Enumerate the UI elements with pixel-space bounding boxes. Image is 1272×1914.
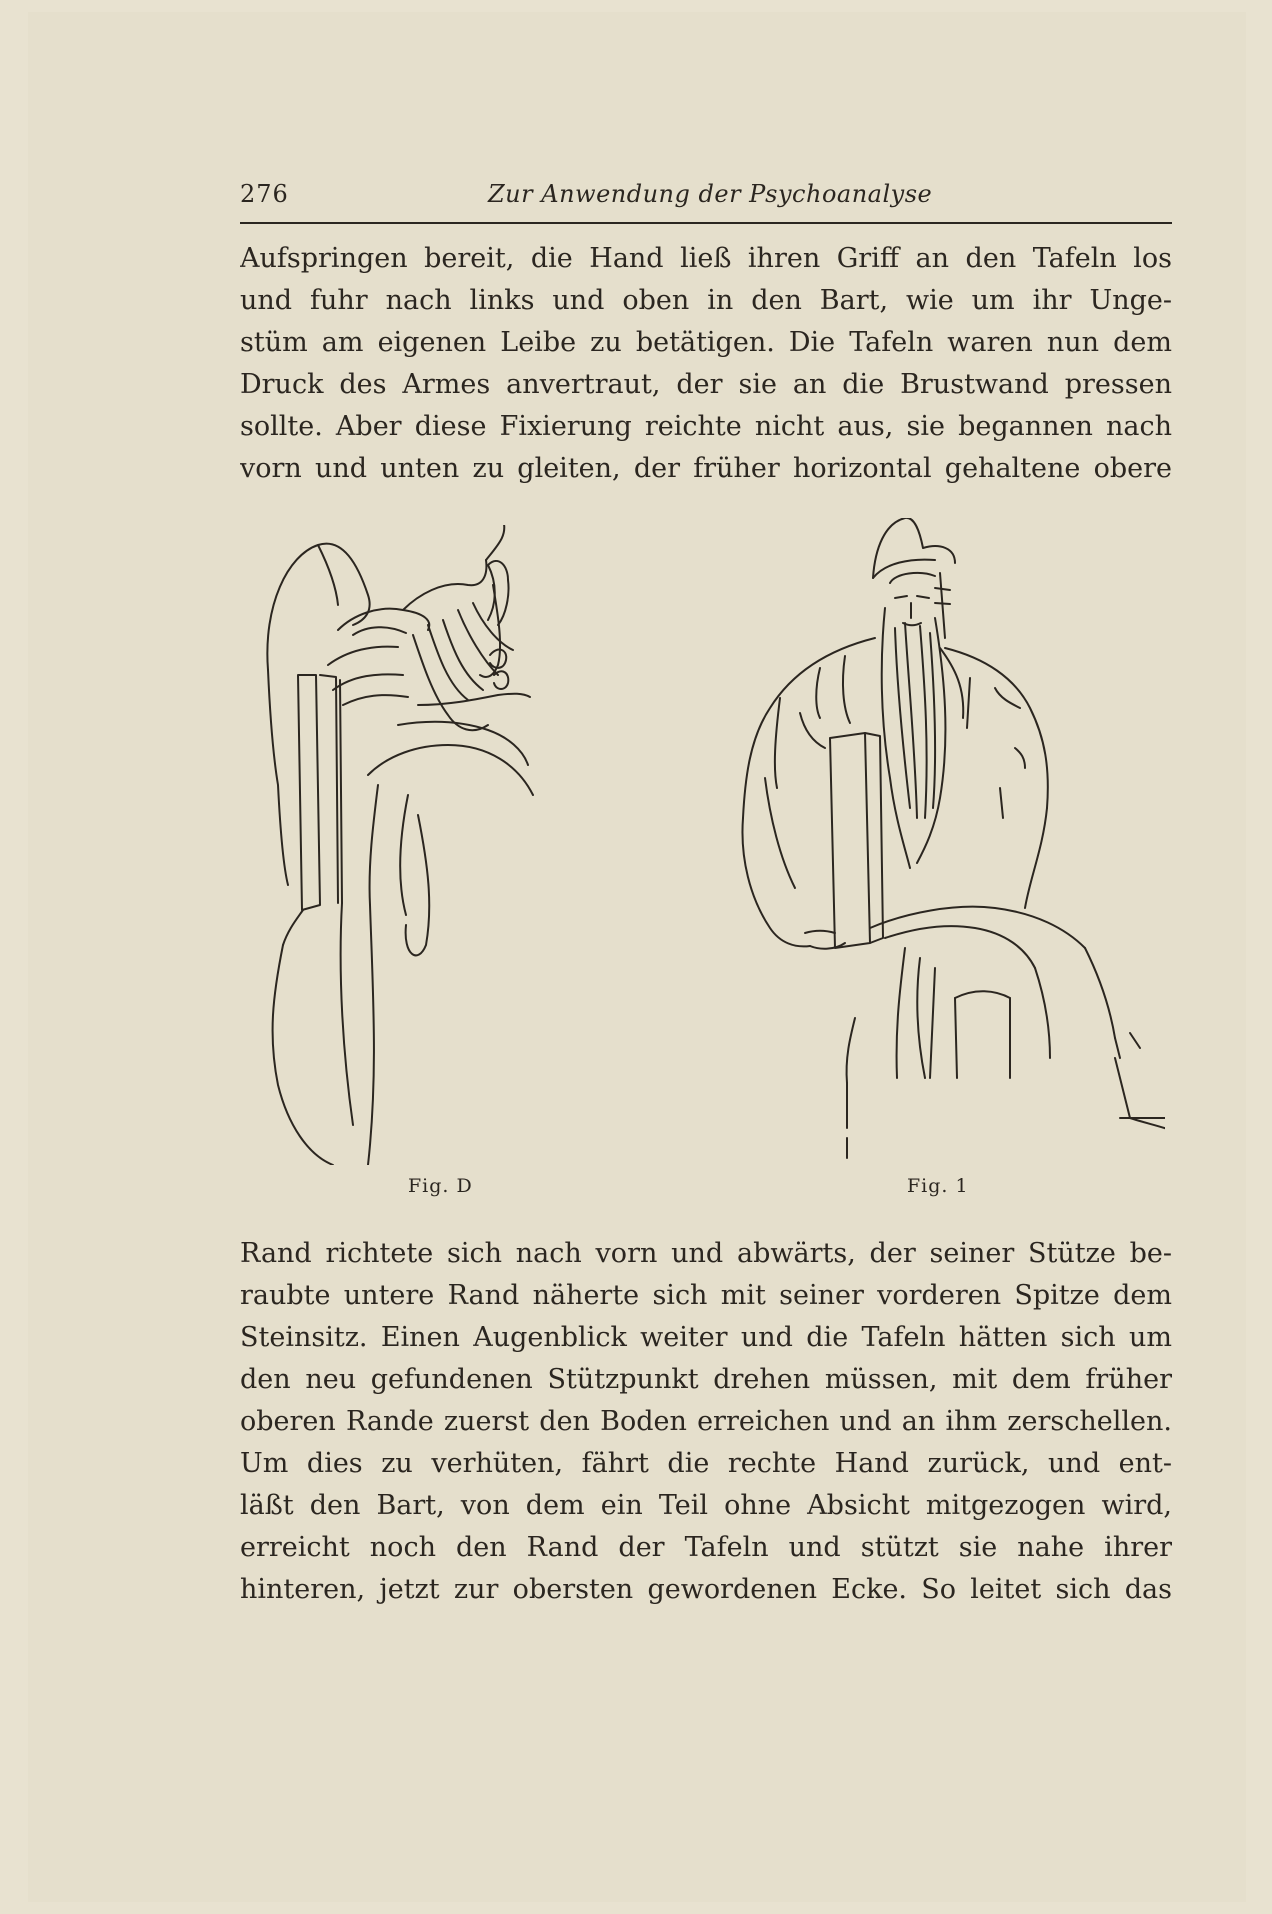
text-line: Druck des Armes anvertraut, der sie an die Brustwand pressen: [240, 369, 1172, 400]
running-title: Zur Anwendung der Psychoanalyse: [488, 180, 933, 208]
text-line: Um dies zu verhüten, fährt die rechte Hand zurück, und ent-: [240, 1448, 1172, 1479]
text-line: vorn und unten zu gleiten, der früher horizontal gehaltene obere: [240, 453, 1172, 484]
text-line: Rand richtete sich nach vorn und abwärts, der seiner Stütze be-: [240, 1238, 1172, 1269]
text-line: hinteren, jetzt zur obersten gewordenen Ecke. So leitet sich das: [240, 1574, 1172, 1605]
text-line: läßt den Bart, von dem ein Teil ohne Absicht mitgezogen wird,: [240, 1490, 1172, 1521]
text-line: oberen Rande zuerst den Boden erreichen und an ihm zerschellen.: [240, 1406, 1172, 1437]
text-line: sollte. Aber diese Fixierung reichte nicht aus, sie begannen nach: [240, 411, 1172, 442]
text-line: Aufspringen bereit, die Hand ließ ihren Griff an den Tafeln los: [240, 243, 1172, 274]
running-header: [240, 178, 1172, 224]
text-line: Steinsitz. Einen Augenblick weiter und die Tafeln hätten sich um: [240, 1322, 1172, 1353]
page-number: 276: [240, 180, 289, 208]
figure-d-caption: Fig. D: [408, 1175, 473, 1197]
text-line: erreicht noch den Rand der Tafeln und stützt sie nahe ihrer: [240, 1532, 1172, 1563]
paragraph-bottom: [240, 1233, 1172, 1611]
figure-d-sketch: [258, 525, 648, 1165]
figure-1-caption: Fig. 1: [907, 1175, 969, 1197]
figure-1-sketch: [725, 518, 1165, 1168]
paragraph-top: [240, 238, 1172, 490]
text-line: und fuhr nach links und oben in den Bart, wie um ihr Unge-: [240, 285, 1172, 316]
text-line: stüm am eigenen Leibe zu betätigen. Die Tafeln waren nun dem: [240, 327, 1172, 358]
text-line: raubte untere Rand näherte sich mit seiner vorderen Spitze dem: [240, 1280, 1172, 1311]
text-line: den neu gefundenen Stützpunkt drehen müssen, mit dem früher: [240, 1364, 1172, 1395]
